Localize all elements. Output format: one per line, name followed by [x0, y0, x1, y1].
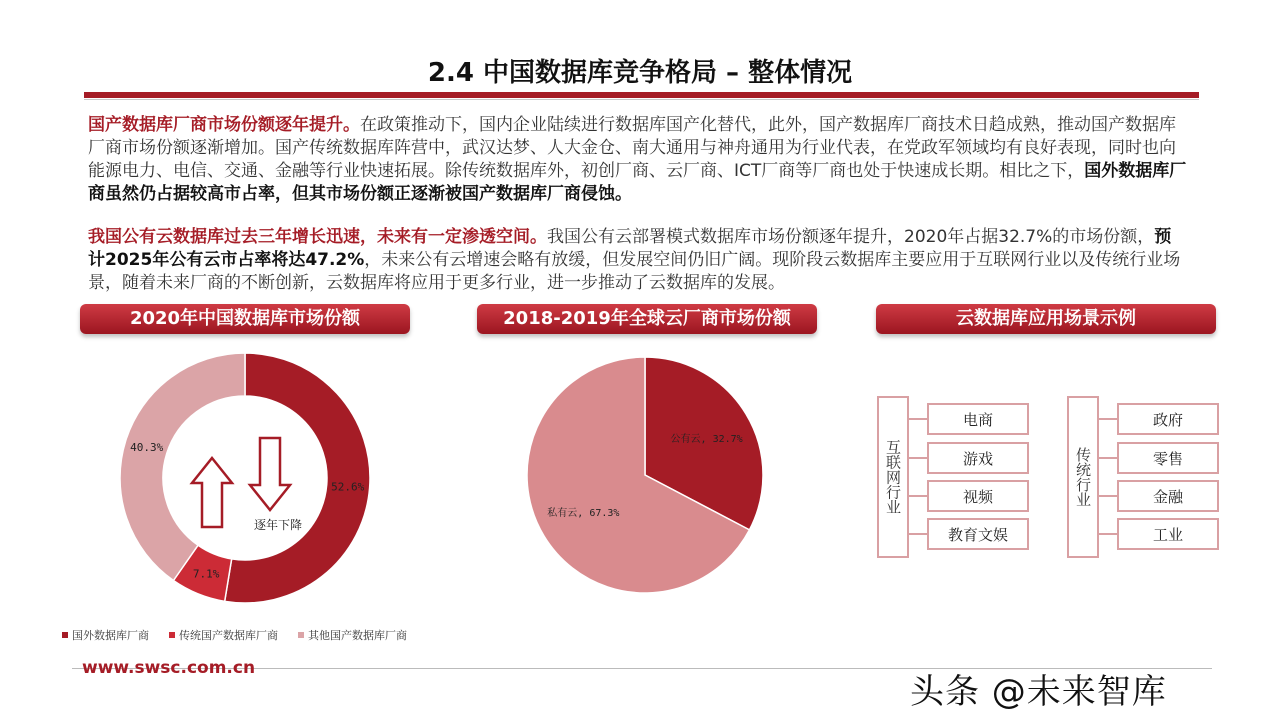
paragraph-1-highlight: 国产数据库厂商市场份额逐年提升。	[88, 115, 360, 135]
down-arrow-icon	[250, 438, 290, 510]
title-divider-thin	[84, 99, 1199, 100]
scenario-label: 游戏	[962, 450, 994, 468]
up-arrow-icon	[192, 458, 232, 527]
donut-slice	[120, 353, 245, 580]
donut-slice	[225, 353, 370, 603]
pie-data-label: 公有云, 32.7%	[670, 433, 743, 445]
application-scenario-diagram	[868, 392, 1228, 572]
scenario-label: 政府	[1152, 411, 1184, 429]
paragraph-2	[88, 226, 1188, 295]
watermark: 头条 @未来智库	[910, 672, 1167, 712]
donut-data-label: 52.6%	[331, 480, 365, 494]
legend-item	[62, 627, 149, 643]
chart1-legend	[62, 627, 407, 643]
legend-label: 其他国产数据库厂商	[308, 629, 407, 642]
paragraph-1-bold: 国外数据库厂商虽然仍占据较高市占率，但其市场份额正逐渐被国产数据库厂商侵蚀。	[88, 161, 1187, 204]
pie-data-label: 私有云, 67.3%	[547, 508, 620, 520]
page-title: 2.4 中国数据库竞争格局 – 整体情况	[427, 58, 853, 88]
legend-label: 国外数据库厂商	[72, 629, 149, 642]
legend-label: 传统国产数据库厂商	[179, 629, 278, 642]
group1-label: 互联网行业	[884, 439, 902, 515]
title-divider	[84, 92, 1199, 98]
scenario-label: 电商	[962, 411, 994, 429]
scenario-label: 工业	[1152, 526, 1184, 544]
paragraph-1-body: 在政策推动下，国内企业陆续进行数据库国产化替代，此外，国产数据库厂商技术日趋成熟，推动国产数据库厂商市场份额逐渐增加。国产传统数据库阵营中，武汉达梦、人大金仓、南大通用与神舟通用为行业代表，在党政军领域均有良好表现，同时也向能源电力、电信、交通、金融等行业快速拓展。除传统数据库外，初创厂商、云厂商、ICT厂商等厂商也处于快速成长期。相比之下，	[88, 115, 1176, 181]
cloud-share-pie-chart	[515, 345, 775, 605]
legend-item	[169, 627, 278, 643]
chart1-annotation: 逐年下降	[253, 518, 303, 532]
legend-item	[298, 627, 407, 643]
legend-swatch	[62, 632, 68, 638]
scenario-label: 教育文娱	[947, 526, 1009, 544]
paragraph-2-bold: 预计2025年公有云市占率将达47.2%	[88, 227, 1172, 270]
chart1-banner: 2020年中国数据库市场份额	[80, 304, 410, 334]
footer-site-link[interactable]: www.swsc.com.cn	[82, 658, 256, 678]
diagram-banner: 云数据库应用场景示例	[876, 304, 1216, 334]
paragraph-2-body-2: ，未来公有云增速会略有放缓，但发展空间仍旧广阔。现阶段云数据库主要应用于互联网行业以及传统行业场景，随着未来厂商的不断创新，云数据库将应用于更多行业，进一步推动了云数据库的发展。	[88, 250, 1181, 293]
paragraph-1	[88, 114, 1188, 206]
legend-swatch	[298, 632, 304, 638]
group2-label: 传统行业	[1074, 447, 1092, 507]
donut-data-label: 40.3%	[130, 441, 164, 455]
scenario-label: 零售	[1152, 450, 1184, 468]
legend-swatch	[169, 632, 175, 638]
scenario-label: 金融	[1152, 488, 1184, 506]
chart2-banner: 2018-2019年全球云厂商市场份额	[477, 304, 817, 334]
paragraph-2-highlight: 我国公有云数据库过去三年增长迅速，未来有一定渗透空间。	[88, 227, 547, 247]
donut-data-label: 7.1%	[192, 567, 220, 581]
market-share-donut-chart	[60, 340, 440, 620]
scenario-label: 视频	[962, 488, 994, 506]
paragraph-2-body-1: 我国公有云部署模式数据库市场份额逐年提升，2020年占据32.7%的市场份额，	[547, 227, 1155, 247]
